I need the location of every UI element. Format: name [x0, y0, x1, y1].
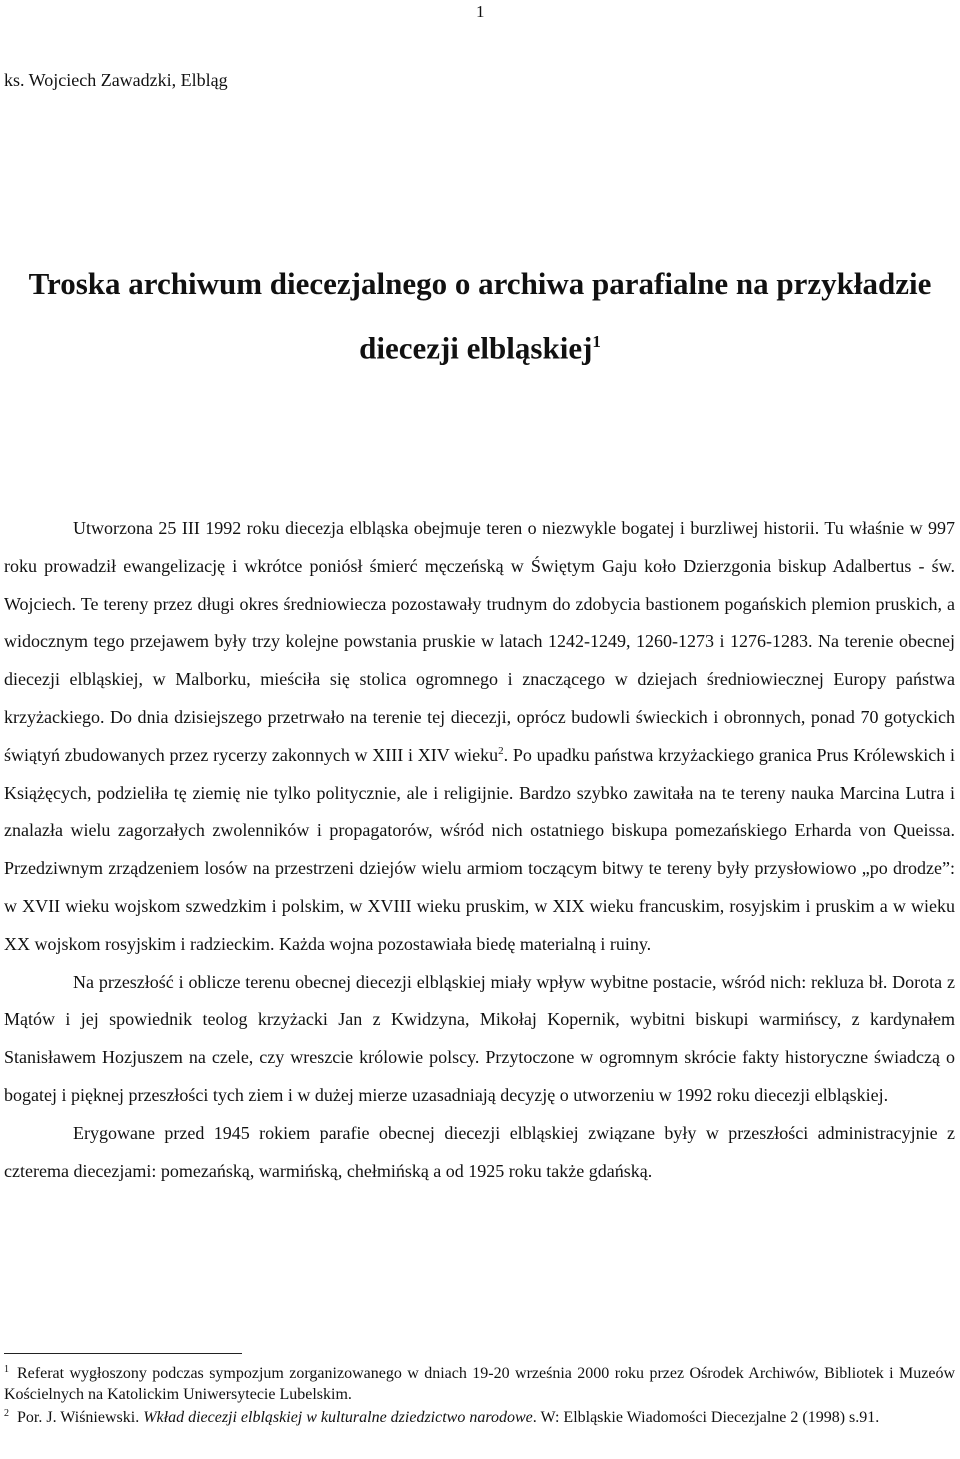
title-footnote-ref: 1	[592, 332, 601, 351]
footnote-1	[4, 1363, 955, 1405]
paragraph-2: Na przeszłość i oblicze terenu obecnej diecezji elbląskiej miały wpływ wybitne postacie, wśród nich: rekluza bł. Dorota z Mątów i jej spowiednik teolog krzyżacki Jan z Kwidzyna, Mikołaj Kopernik, wybitni biskupi warmińscy, z kardynałem Stanisławem Hozjuszem na czele, czy wreszcie królowie polscy. Przytoczone w ogromnym skrócie fakty historyczne świadczą o bogatej i pięknej przeszłości tych ziem i w dużej mierze uzasadniają decyzję o utworzeniu w 1992 roku diecezji elbląskiej.	[4, 971, 955, 1105]
title-line-2-text: diecezji elbląskiej	[359, 330, 593, 366]
footnote-divider	[4, 1353, 242, 1354]
paragraph-3: Erygowane przed 1945 rokiem parafie obecnej diecezji elbląskiej związane były w przeszłości administracyjnie z czterema diecezjami: pomezańską, warmińską, chełmińską a od 1925 roku także gdańską.	[4, 1122, 955, 1181]
footnote-2-work-title: Wkład diecezji elbląskiej w kulturalne dziedzictwo narodowe	[143, 1409, 533, 1426]
paragraph-1-text-b: . Po upadku państwa krzyżackiego granica Prus Królewskich i Książęcych, podzieliła tę ziemię nie tylko politycznie, ale i religijnie. Bardzo szybko zawitała na te tereny nauka Marcina Lutra i znalazła wielu zagorzałych zwolenników i propagatorów, wśród nich ostatniego biskupa pomezańskiego Erharda von Queissa. Przedziwnym zrządzeniem losów na przestrzeni dziejów wielu armiom toczącym bitwy te tereny były przysłowiowo „po drodze”: w XVII wieku wojskom szwedzkim i polskim, w XVIII wieku pruskim, w XIX wieku francuskim, rosyjskim i pruskim a w wieku XX wojskom rosyjskim i radzieckim. Każda wojna pozostawiała biedę materialną i ruiny.	[4, 744, 955, 954]
title-line-1: Troska archiwum diecezjalnego o archiwa parafialne na przykładzie	[28, 266, 932, 301]
paragraph-1-footnote-ref: 2	[498, 744, 504, 757]
footnotes	[4, 1363, 955, 1430]
body-text	[4, 510, 955, 1190]
document-title	[0, 255, 960, 377]
title-line-2	[0, 313, 960, 377]
page-number: 1	[476, 2, 485, 21]
footnote-2	[4, 1407, 955, 1428]
footnote-2-tail: . W: Elbląskie Wiadomości Diecezjalne 2 (1998) s.91.	[532, 1409, 880, 1426]
paragraph-1	[4, 510, 955, 964]
author-line: ks. Wojciech Zawadzki, Elbląg	[4, 70, 228, 90]
footnote-2-number: 2	[4, 1407, 9, 1419]
footnote-2-lead: Por. J. Wiśniewski.	[17, 1409, 140, 1426]
footnote-1-text: Referat wygłoszony podczas sympozjum zorganizowanego w dniach 19-20 września 2000 roku przez Ośrodek Archiwów, Bibliotek i Muzeów Kościelnych na Katolickim Uniwersytecie Lubelskim.	[4, 1365, 955, 1403]
paragraph-1-text-a: Utworzona 25 III 1992 roku diecezja elbląska obejmuje teren o niezwykle bogatej i burzliwej historii. Tu właśnie w 997 roku prowadził ewangelizację i wkrótce poniósł śmierć męczeńską w Świętym Gaju koło Dzierzgonia biskup Adalbertus - św. Wojciech. Te tereny przez długi okres średniowiecza pozostawały trudnym do zdobycia bastionem pogańskich plemion pruskich, a widocznym tego przejawem były trzy kolejne powstania pruskie w latach 1242-1249, 1260-1273 i 1276-1283. Na terenie obecnej diecezji elbląskiej, w Malborku, mieściła się stolica ogromnego i znaczącego w dziejach średniowiecznej Europy państwa krzyżackiego. Do dnia dzisiejszego przetrwało na terenie tej diecezji, oprócz budowli świeckich i obronnych, ponad 70 gotyckich świątyń zbudowanych przez rycerzy zakonnych w XIII i XIV wieku	[4, 518, 955, 765]
footnote-1-number: 1	[4, 1363, 9, 1375]
